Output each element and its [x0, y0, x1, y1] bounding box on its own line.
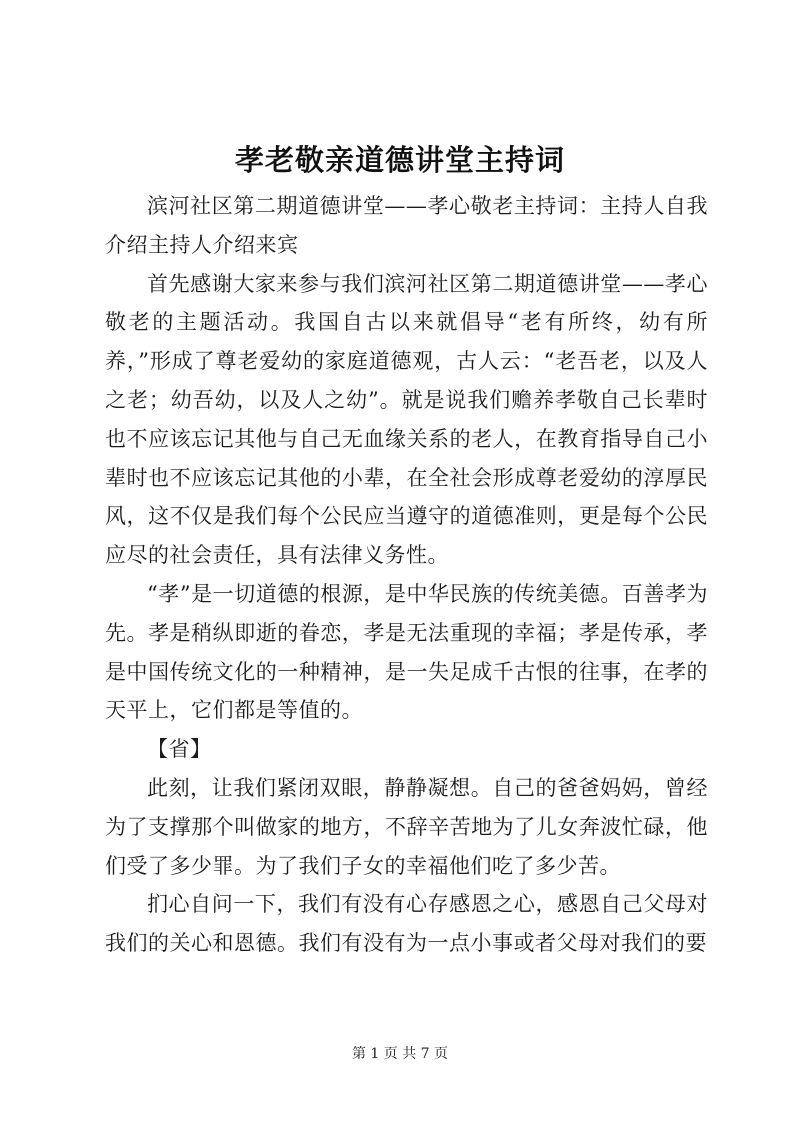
paragraph-reflection: 此刻，让我们紧闭双眼，静静凝想。自己的爸爸妈妈，曾经为了支撑那个叫做家的地方，不辞辛苦地为了儿女奔波忙碌，他们受了多少罪。为了我们子女的幸福他们吃了多少苦。	[105, 775, 708, 878]
paragraph-opening: 首先感谢大家来参与我们滨河社区第二期道德讲堂——孝心敬老的主题活动。我国自古以来就倡导“老有所终，幼有所养，”形成了尊老爱幼的家庭道德观，古人云：“老吾老，以及人之老；幼吾幼，以及人之幼”。就是说我们赡养孝敬自己长辈时也不应该忘记其他与自己无血缘关系的老人，在教育指导自己小辈时也不应该忘记其他的小辈，在全社会形成尊老爱幼的淳厚民风，这不仅是我们每个公民应当遵守的道德准则，更是每个公民应尽的社会责任，具有法律义务性。	[105, 271, 708, 568]
document-title: 孝老敬亲道德讲堂主持词	[234, 143, 565, 177]
paragraph-omitted-marker: 【省】	[147, 737, 212, 762]
document-body	[105, 187, 708, 963]
paragraph-intro: 滨河社区第二期道德讲堂——孝心敬老主持词：主持人自我介绍主持人介绍来宾	[105, 194, 708, 257]
paragraph-filial-piety: “孝”是一切道德的根源，是中华民族的传统美德。百善孝为先。孝是稍纵即逝的眷恋，孝是无法重现的幸福；孝是传承，孝是中国传统文化的一种精神，是一失足成千古恨的往事，在孝的天平上，它们都是等值的。	[105, 581, 708, 723]
page-footer: 第 1 页 共 7 页	[351, 1046, 449, 1062]
paragraph-self-question: 扪心自问一下，我们有没有心存感恩之心，感恩自己父母对我们的关心和恩德。我们有没有为一点小事或者父母对我们的要	[105, 892, 708, 956]
